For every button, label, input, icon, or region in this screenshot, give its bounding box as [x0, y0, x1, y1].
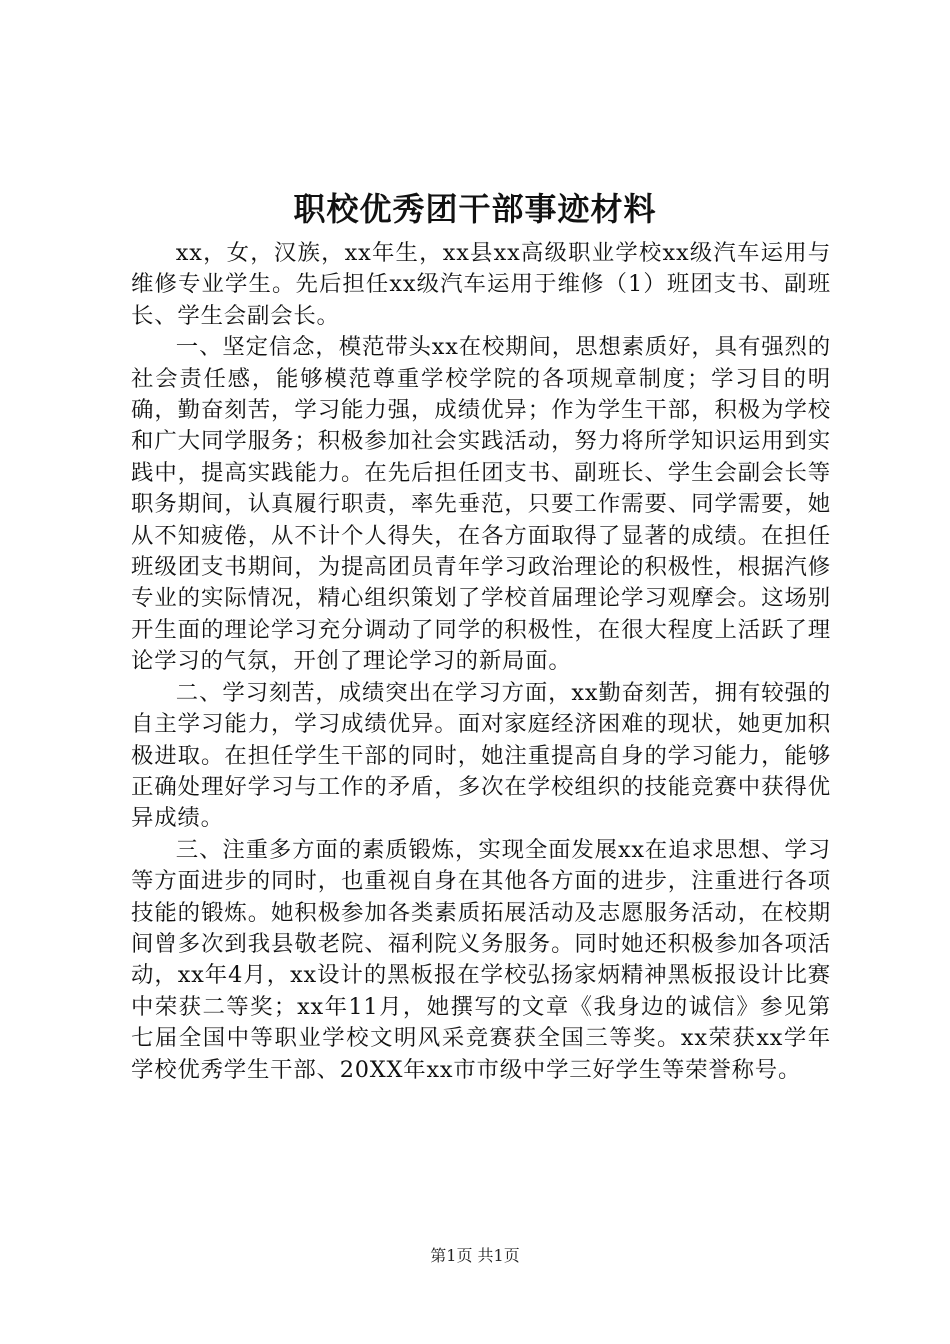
- paragraph-section-2: 二、学习刻苦，成绩突出在学习方面，xx勤奋刻苦，拥有较强的自主学习能力，学习成绩优异。面对家庭经济困难的现状，她更加积极进取。在担任学生干部的同时，她注重提高自身的学习能力，能够正确处理好学习与工作的矛盾，多次在学校组织的技能竞赛中获得优异成绩。: [131, 679, 831, 832]
- paragraph-section-3: 三、注重多方面的素质锻炼，实现全面发展xx在追求思想、学习等方面进步的同时，也重视自身在其他各方面的进步，注重进行各项技能的锻炼。她积极参加各类素质拓展活动及志愿服务活动，在校期间曾多次到我县敬老院、福利院义务服务。同时她还积极参加各项活动，xx年4月，xx设计的黑板报在学校弘扬家炳精神黑板报设计比赛中荣获二等奖；xx年11月，她撰写的文章《我身边的诚信》参见第七届全国中等职业学校文明风采竞赛获全国三等奖。xx荣获xx学年学校优秀学生干部、20XX年xx市市级中学三好学生等荣誉称号。: [131, 836, 831, 1083]
- page-footer: 第1页 共1页: [430, 1246, 520, 1265]
- paragraph-section-1: 一、坚定信念，模范带头xx在校期间，思想素质好，具有强烈的社会责任感，能够模范尊重学校学院的各项规章制度；学习目的明确，勤奋刻苦，学习能力强，成绩优异；作为学生干部，积极为学校和广大同学服务；积极参加社会实践活动，努力将所学知识运用到实践中，提高实践能力。在先后担任团支书、副班长、学生会副会长等职务期间，认真履行职责，率先垂范，只要工作需要、同学需要，她从不知疲倦，从不计个人得失，在各方面取得了显著的成绩。在担任班级团支书期间，为提高团员青年学习政治理论的积极性，根据汽修专业的实际情况，精心组织策划了学校首届理论学习观摩会。这场别开生面的理论学习充分调动了同学的积极性，在很大程度上活跃了理论学习的气氛，开创了理论学习的新局面。: [131, 334, 831, 675]
- document-body: [131, 238, 831, 1086]
- paragraph-intro: xx，女，汉族，xx年生，xx县xx高级职业学校xx级汽车运用与维修专业学生。先后担任xx级汽车运用于维修（1）班团支书、副班长、学生会副会长。: [131, 240, 831, 329]
- document-title: 职校优秀团干部事迹材料: [293, 190, 657, 228]
